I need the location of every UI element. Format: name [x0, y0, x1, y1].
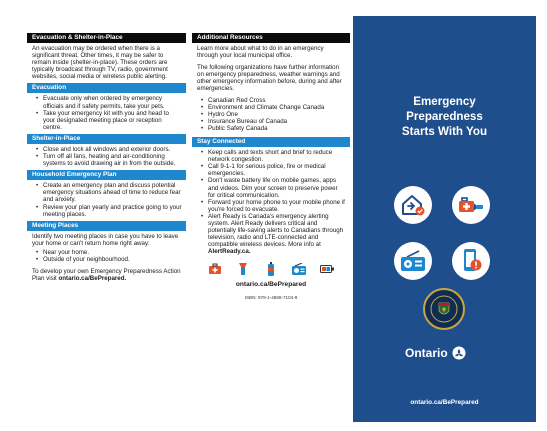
cover-title — [353, 94, 536, 139]
title-line: Preparedness — [406, 110, 483, 123]
evac-shelter-body: An evacuation may be ordered when there is a significant threat. Other times, it may be safer to remain inside (shelter-in-place). These orders are typically broadcast through TV, radio, government websites, social media or wireless public alerting. — [32, 45, 168, 81]
ontario-wordmark: Ontario — [405, 346, 448, 360]
list-item: • Turn off all fans, heating and air-conditioning systems to avoid drawing air in from the outside. — [36, 153, 182, 167]
list-item: • Close and lock all windows and exterior doors. — [36, 146, 182, 153]
list-item: • Forward your home phone to your mobile phone if you're forced to evacuate. — [201, 199, 346, 213]
list-item: • Outside of your neighbourhood. — [36, 256, 182, 263]
meeting-footer — [27, 263, 186, 282]
beprepared-link[interactable]: ontario.ca/BePrepared. — [58, 275, 127, 283]
meeting-body: Identify two meeting places in case you have to leave your home or can't return home right away: — [32, 232, 179, 247]
title-line: Emergency — [413, 95, 476, 108]
additional-body: The following organizations have further information on emergency preparedness, weather warnings and other emergency information before, during and after emergencies. — [197, 64, 342, 93]
mobile-alert-icon — [452, 242, 490, 280]
alert-ready-link[interactable]: AlertReady.ca. — [208, 248, 251, 256]
radio-icon — [394, 242, 432, 280]
evacuation-heading: Evacuation — [27, 83, 186, 93]
flashlight-icon — [236, 262, 250, 276]
stay-connected-heading: Stay Connected — [192, 137, 350, 147]
household-plan-heading: Household Emergency Plan — [27, 170, 186, 180]
isbn-text: ISBN: 978-1-4868-7104-9 — [244, 295, 298, 301]
ontario-seal-icon — [423, 288, 465, 330]
list-item: • Canadian Red Cross — [201, 97, 346, 104]
radio-icon — [292, 262, 306, 276]
title-line: Starts With You — [401, 125, 488, 138]
list-item — [201, 213, 346, 256]
alert-ready-text: Alert Ready is Canada's emergency alerting system. Alert Ready delivers critical and potentially life-saving alerts to Canadians through television, radio and LTE-connected and compatible wireless devices. More info at — [208, 212, 344, 249]
first-aid-kit-icon — [208, 262, 222, 276]
beprepared-link[interactable]: ontario.ca/BePrepared — [235, 281, 307, 289]
water-bottle-icon — [264, 262, 278, 276]
shelter-list — [27, 144, 186, 167]
kit-icons-row — [192, 262, 350, 276]
trillium-icon — [452, 346, 466, 360]
cover-panel — [353, 16, 536, 422]
emergency-kit-icon — [452, 186, 490, 224]
list-item: • Environment and Climate Change Canada — [201, 104, 346, 111]
evac-shelter-heading: Evacuation & Shelter-in-Place — [27, 33, 186, 43]
list-item: • Don't waste battery life on mobile games, apps and videos. Dim your screen to preserve power for critical communication. — [201, 177, 346, 198]
additional-resources-heading: Additional Resources — [192, 33, 350, 43]
list-item: • Call 9-1-1 for serious police, fire or medical emergencies. — [201, 163, 346, 177]
list-item: • Keep calls and texts short and brief to reduce network congestion. — [201, 149, 346, 163]
list-item: • Evacuate only when ordered by emergency officials and if safety permits, take your pets. — [36, 95, 182, 109]
shelter-heading: Shelter-in-Place — [27, 134, 186, 144]
footer-text: To develop your own Emergency Preparedness Action Plan visit — [32, 268, 181, 283]
list-item: • Public Safety Canada — [201, 125, 346, 132]
list-item: • Insurance Bureau of Canada — [201, 118, 346, 125]
evacuate-home-icon — [394, 186, 432, 224]
organizations-list — [192, 93, 350, 132]
list-item: • Review your plan yearly and practice going to your meeting places. — [36, 204, 182, 218]
evacuation-list — [27, 93, 186, 130]
list-item: • Take your emergency kit with you and head to your designated meeting place or reception centre. — [36, 110, 182, 131]
list-item: • Near your home. — [36, 249, 182, 256]
left-column — [27, 33, 186, 282]
stay-connected-list — [192, 147, 350, 255]
ontario-logo — [405, 346, 466, 360]
meeting-places-heading: Meeting Places — [27, 221, 186, 231]
battery-icon — [320, 262, 334, 276]
cover-beprepared-link[interactable]: ontario.ca/BePrepared — [410, 399, 479, 406]
additional-intro: Learn more about what to do in an emergency through your local municipal office. — [197, 45, 324, 60]
household-list — [27, 180, 186, 217]
meeting-list — [27, 247, 186, 263]
list-item: • Create an emergency plan and discuss potential emergency situations ahead of time to reduce fear and anxiety. — [36, 182, 182, 203]
list-item: • Hydro One — [201, 111, 346, 118]
middle-column — [192, 33, 350, 300]
